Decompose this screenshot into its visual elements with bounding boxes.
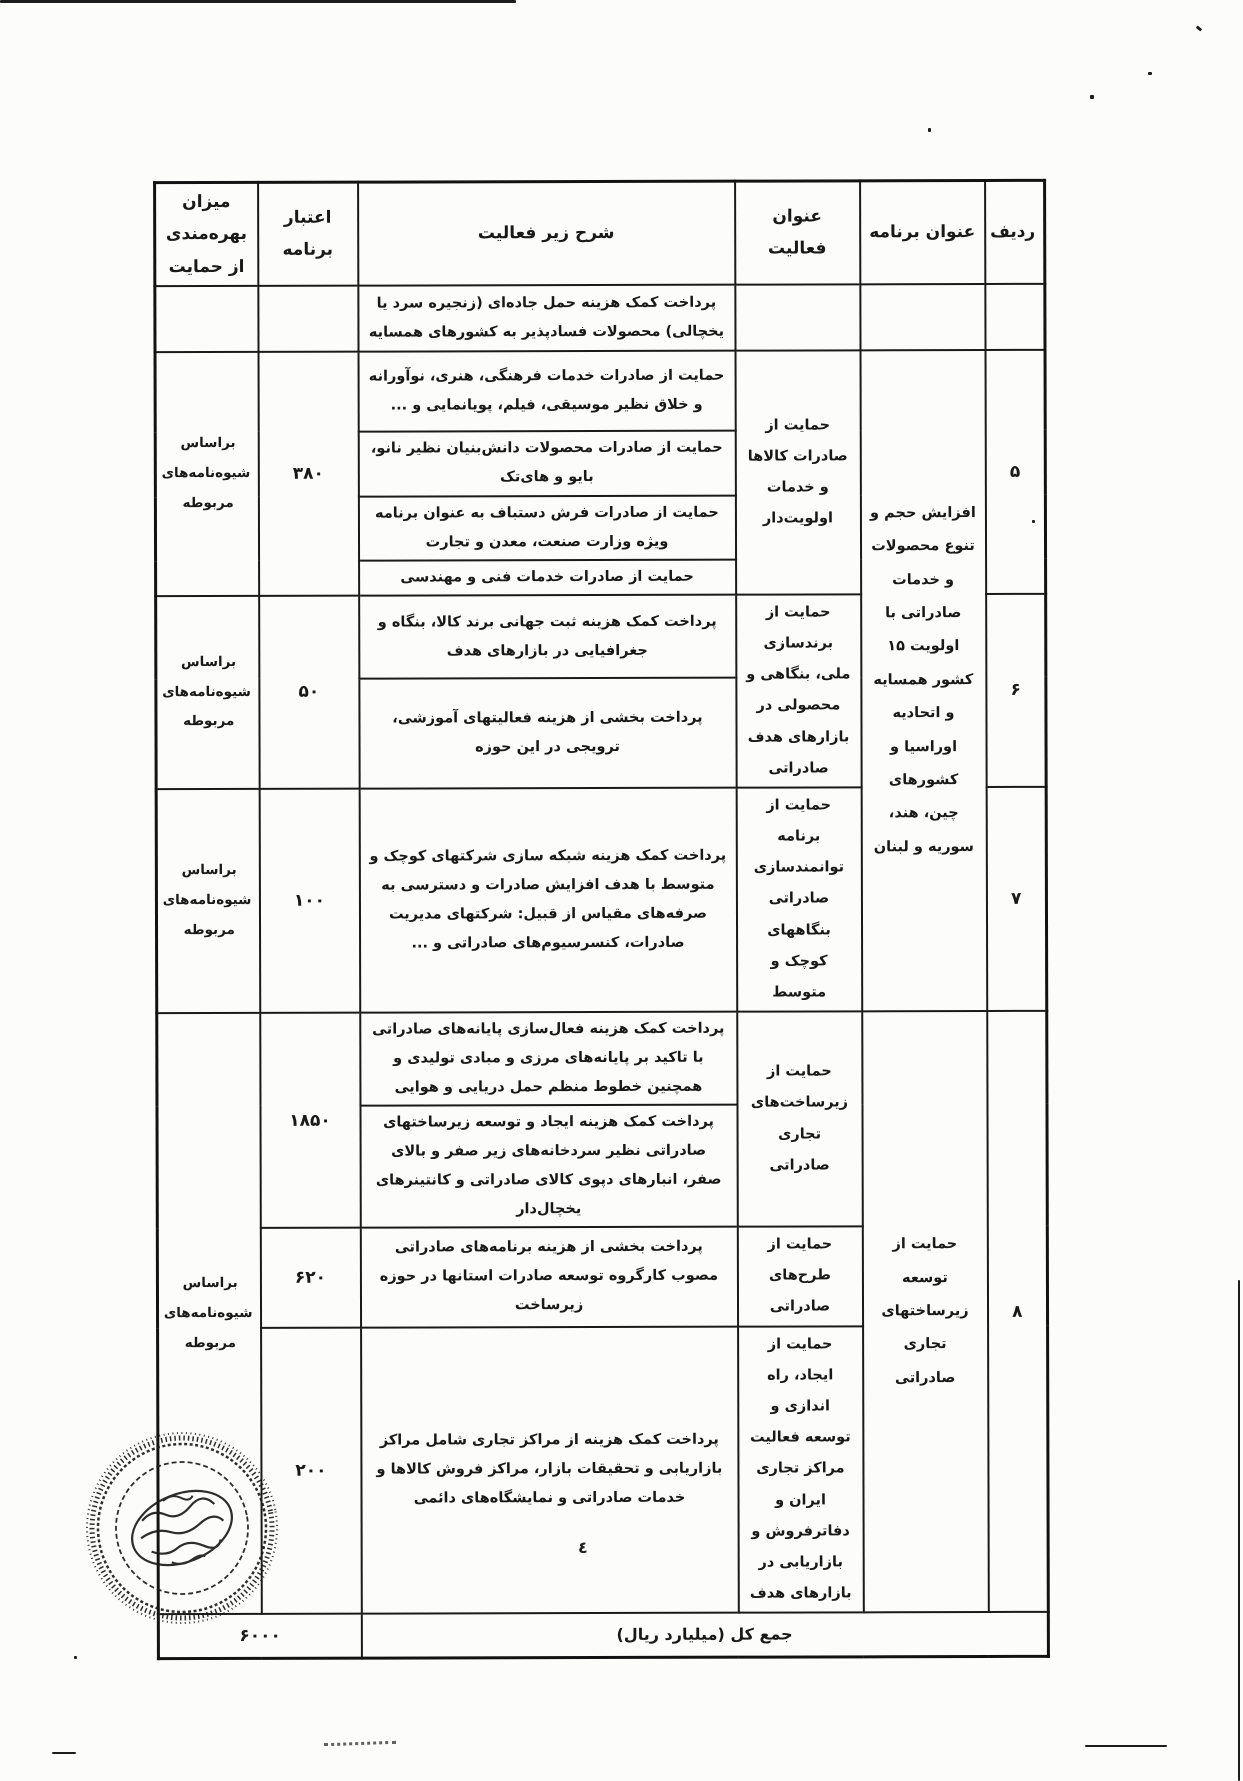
scan-artifact-dot [928, 128, 931, 132]
header-activity-title: عنوان فعالیت [735, 181, 860, 285]
cell-sub-activity: پرداخت بخشی از هزینه فعالیتهای آموزشی، ترویجی در این حوزه [359, 678, 736, 789]
scan-artifact-top-line [0, 0, 516, 3]
cell-sub-activity: پرداخت کمک هزینه ایجاد و توسعه زیرساختهای صادراتی نظیر سردخانه‌های زیر صفر و بالای صفر، انبارهای دپوی کالای صادراتی و کانتینرهای یخچال‌دار [360, 1105, 737, 1228]
scan-artifact-dash [52, 1752, 76, 1754]
header-row-no: ردیف [985, 180, 1045, 284]
cell-sub-activity: پرداخت بخشی از هزینه برنامه‌های صادراتی مصوب کارگروه توسعه صادرات استانها در حوزه زیرساخت [360, 1227, 737, 1328]
cell-activity-6: حمایت از برندسازی ملی، بنگاهی و محصولی در بازارهای هدف صادراتی [736, 594, 862, 787]
scan-artifact-right-line [1238, 1280, 1240, 1781]
cell-credit-5: ۳۸۰ [258, 352, 359, 596]
cell-sub-activity: پرداخت کمک هزینه فعال‌سازی پایانه‌های صادراتی با تاکید بر پایانه‌های مرزی و مبادی تولیدی و همچنین خطوط منظم حمل دریایی و هوایی [360, 1012, 737, 1106]
total-value: ۶۰۰۰ [158, 1614, 361, 1659]
header-program-title: عنوان برنامه [860, 180, 985, 284]
cell-program-empty [860, 284, 985, 350]
cell-sub-activity-continuation: پرداخت کمک هزینه حمل جاده‌ای (زنجیره سرد یا یخچالی) محصولات فسادپذیر به کشورهای همسایه [358, 285, 735, 352]
cell-sub-activity: پرداخت کمک هزینه از مراکز تجاری شامل مراکز بازاریابی و تحقیقات بازار، مراکز فروش کالاها و خدمات صادراتی و نمایشگاه‌های دائمی [361, 1326, 739, 1614]
total-label: جمع کل (میلیارد ریال) [361, 1612, 1048, 1658]
cell-sub-activity: پرداخت کمک هزینه ثبت جهانی برند کالا، بنگاه و جغرافیایی در بازارهای هدف [359, 595, 736, 679]
page-number: ٤ [578, 1538, 588, 1557]
program-activity-table [153, 179, 1050, 1660]
cell-sub-activity: حمایت از صادرات فرش دستباف به عنوان برنامه ویژه وزارت صنعت، معدن و تجارت [358, 496, 735, 561]
header-support: میزان بهره‌مندی از حمایت [155, 182, 258, 286]
cell-row-no-8: ۸ [987, 1011, 1049, 1612]
cell-activity-8a: حمایت از زیرساخت‌های تجاری صادراتی [737, 1011, 863, 1226]
cell-row-no-empty [985, 284, 1045, 350]
cell-credit-7: ۱۰۰ [259, 789, 360, 1013]
cell-activity-empty [735, 284, 860, 350]
header-credit: اعتبار برنامه [258, 182, 358, 286]
scan-artifact-dot [1196, 25, 1203, 31]
cell-support-8: براساس شیوه‌نامه‌های مربوطه [157, 1013, 262, 1614]
cell-support-empty [155, 286, 258, 352]
cell-program-8: حمایت از توسعه زیرساختهای تجاری صادراتی [862, 1011, 989, 1612]
cell-support-6: براساس شیوه‌نامه‌های مربوطه [156, 596, 260, 789]
cell-credit-8c: ۲۰۰ [261, 1327, 362, 1614]
cell-activity-8c: حمایت از ایجاد، راه اندازی و توسعه فعالیت مراکز تجاری ایران و دفاترفروش و بازاریابی در بازارهای هدف [738, 1326, 864, 1613]
cell-credit-8a: ۱۸۵۰ [260, 1013, 361, 1228]
official-seal-rosette-icon [66, 1412, 298, 1644]
scan-artifact-dot [1148, 72, 1152, 75]
cell-credit-empty [258, 286, 358, 352]
cell-sub-activity: حمایت از صادرات محصولات دانش‌بنیان نظیر نانو، بایو و های‌تک [358, 431, 735, 497]
cell-credit-6: ۵۰ [259, 596, 360, 789]
cell-row-no-6: ۶ [986, 594, 1047, 787]
cell-row-no-5: ۵ [985, 350, 1046, 594]
cell-support-5: براساس شیوه‌نامه‌های مربوطه [155, 352, 259, 596]
cell-support-7: براساس شیوه‌نامه‌های مربوطه [156, 789, 260, 1013]
cell-row-no-7: ۷ [986, 787, 1047, 1011]
scan-artifact-dot [74, 1656, 77, 1659]
header-sub-activity: شرح زیر فعالیت [358, 181, 735, 285]
cell-credit-8b: ۶۲۰ [260, 1228, 360, 1328]
cell-program-5-7: افزایش حجم و تنوع محصولات و خدمات صادراتی با اولویت ۱۵ کشور همسایه و اتحادیه اوراسیا و کشورهای چین، هند، سوریه و لبنان [860, 350, 987, 1012]
cell-sub-activity: پرداخت کمک هزینه شبکه سازی شرکتهای کوچک و متوسط با هدف افزایش صادرات و دسترسی به صرفه‌های مقیاس از قبیل: شرکتهای مدیریت صادرات، کنسرسیوم‌های صادراتی و ... [359, 788, 737, 1013]
cell-activity-5: حمایت از صادرات کالاها و خدمات اولویت‌دار [735, 350, 861, 594]
scan-artifact-scribble [324, 1731, 396, 1747]
cell-sub-activity: حمایت از صادرات خدمات فنی و مهندسی [359, 560, 736, 596]
scan-artifact-dot [1090, 95, 1094, 99]
cell-activity-8b: حمایت از طرح‌های صادراتی [737, 1226, 862, 1326]
cell-activity-7: حمایت از برنامه توانمندسازی صادراتی بنگاههای کوچک و متوسط [736, 787, 862, 1012]
scan-artifact-dash [1085, 1745, 1167, 1747]
cell-sub-activity: حمایت از صادرات خدمات فرهنگی، هنری، نوآورانه و خلاق نظیر موسیقی، فیلم، پویانمایی و ... [358, 351, 735, 432]
